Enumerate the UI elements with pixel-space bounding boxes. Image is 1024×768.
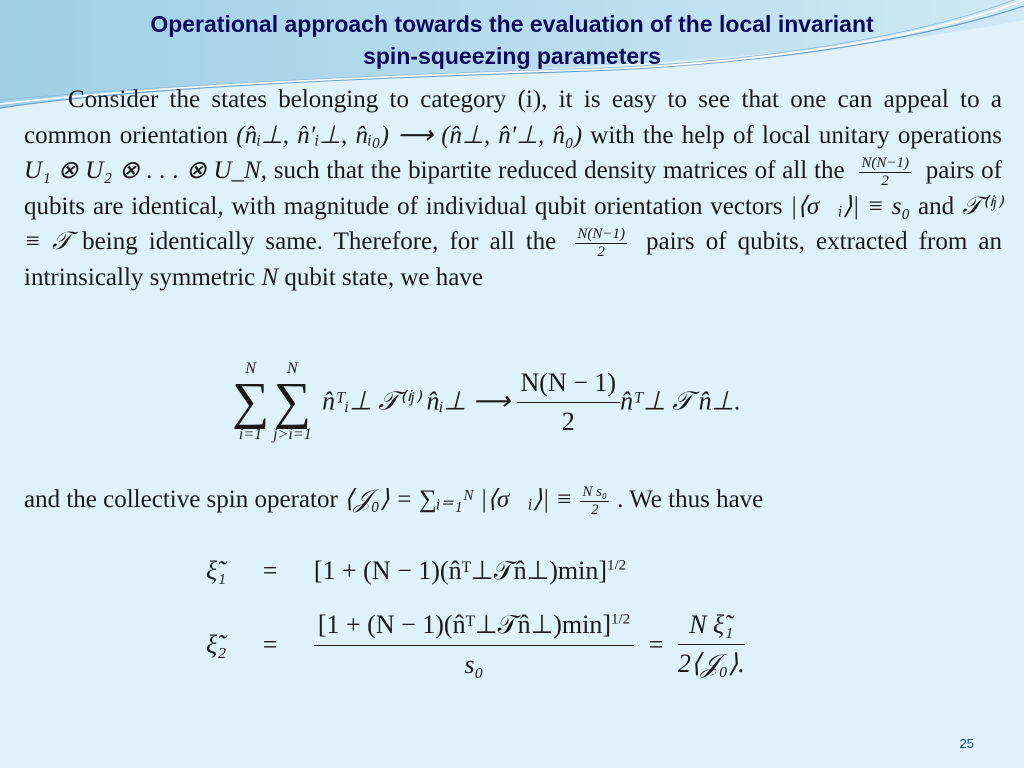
p1-text-a: Consider the states belonging to category (i), it is easy to see that one can appeal to a common orientation (24, 86, 1002, 149)
p1-text-c: , such that the bipartite reduced density matrices of all the (260, 157, 852, 184)
xi2-fraction-2 (678, 610, 745, 680)
p1-text-b: with the help of local unitary operations (582, 121, 1003, 149)
page-number: 25 (959, 736, 974, 751)
p2-text-a: and the collective spin operator (24, 486, 345, 513)
p2-expr-math: ⟨𝒥₀⟩ = ∑ᵢ₌₁ᴺ |⟨σ⃗ᵢ⟩| ≡ (344, 486, 573, 513)
equation-sum-pairs (232, 360, 741, 444)
equation-xi1 (206, 556, 626, 587)
equation-xi2 (206, 610, 745, 680)
eq1-term: n̂ᵀᵢ⊥ 𝒯⁽ⁱʲ⁾ n̂ᵢ⊥ ⟶ (322, 386, 511, 416)
xi2-den: s₀ (464, 650, 484, 679)
xi2-num: [1 + (N − 1)(n̂ᵀ⊥𝒯n̂⊥)min] (317, 610, 611, 639)
slide-title (40, 8, 984, 72)
eq1-frac-den: 2 (561, 406, 575, 436)
eq1-frac-num: N(N − 1) (517, 368, 621, 403)
p1-frac-num: N(N−1) (861, 154, 909, 171)
p1-T-math: 𝒯⁽ⁱʲ⁾ ≡ 𝒯 (24, 192, 1002, 256)
p1-N-math: N (261, 264, 279, 292)
sum-j: N ∑ j>i=1 (273, 360, 312, 443)
p1-magnitude-math: |⟨σ⃗ᵢ⟩| ≡ s₀ (790, 192, 911, 220)
sum-j-lower: j>i=1 (273, 426, 312, 443)
paragraph-category-i (24, 82, 1002, 296)
xi2-lhs: ξ̃₂ (206, 630, 227, 659)
xi2-frac2-num: N ξ̃₁ (678, 610, 745, 645)
slide-title-line1: Operational approach towards the evaluation of the local invariant (150, 11, 874, 37)
p1-text-e: and (910, 192, 962, 220)
p1-pairs-fraction-2 (575, 227, 627, 260)
sum-i: N ∑ i=1 (232, 360, 270, 443)
xi2-fraction (314, 610, 634, 680)
xi1-equals: = (262, 556, 278, 585)
p1-frac2-den: 2 (597, 244, 605, 261)
paragraph-collective-spin (24, 482, 1002, 518)
p1-text-d: pairs of qubits are identical, with magnitude of individual qubit orientation vectors (24, 157, 1003, 220)
xi2-frac2-den: 2⟨𝒥₀⟩. (677, 649, 745, 678)
p1-text-h: qubit state, we have (278, 264, 483, 292)
p1-unitary-ops-math: U₁ ⊗ U₂ ⊗ . . . ⊗ U_N (24, 157, 261, 184)
sum-j-upper: N (286, 360, 298, 377)
p1-text-g: pairs of qubits, extracted from an intrinsically symmetric (24, 228, 1002, 292)
eq1-rhs: n̂ᵀ⊥ 𝒯 n̂⊥. (620, 386, 741, 416)
xi1-lhs: ξ̃₁ (206, 556, 227, 585)
p1-orientation-math: (n̂ᵢ⊥, n̂′ᵢ⊥, n̂ᵢ₀) ⟶ (n̂⊥, n̂′⊥, n̂₀) (236, 121, 583, 149)
p2-fraction (580, 485, 609, 518)
xi1-exponent: 1/2 (607, 557, 627, 574)
slide-title-line2: spin-squeezing parameters (363, 43, 661, 69)
xi2-exponent: 1/2 (611, 611, 631, 628)
p1-frac2-num: N(N−1) (577, 226, 625, 243)
p1-text-f: being identically same. Therefore, for all the (71, 228, 568, 256)
sum-i-upper: N (245, 360, 256, 377)
p2-frac-num: N s₀ (582, 483, 608, 500)
p2-frac-den: 2 (591, 501, 599, 518)
sum-i-lower: i=1 (238, 426, 263, 443)
p1-pairs-fraction (859, 156, 911, 189)
eq1-fraction (517, 368, 621, 437)
xi2-equals-2: = (648, 630, 664, 659)
xi1-rhs: [1 + (N − 1)(n̂ᵀ⊥𝒯n̂⊥)min] (313, 556, 607, 585)
xi2-equals: = (262, 630, 278, 659)
p1-frac-den: 2 (881, 172, 889, 189)
p2-text-b: . We thus have (617, 486, 764, 513)
